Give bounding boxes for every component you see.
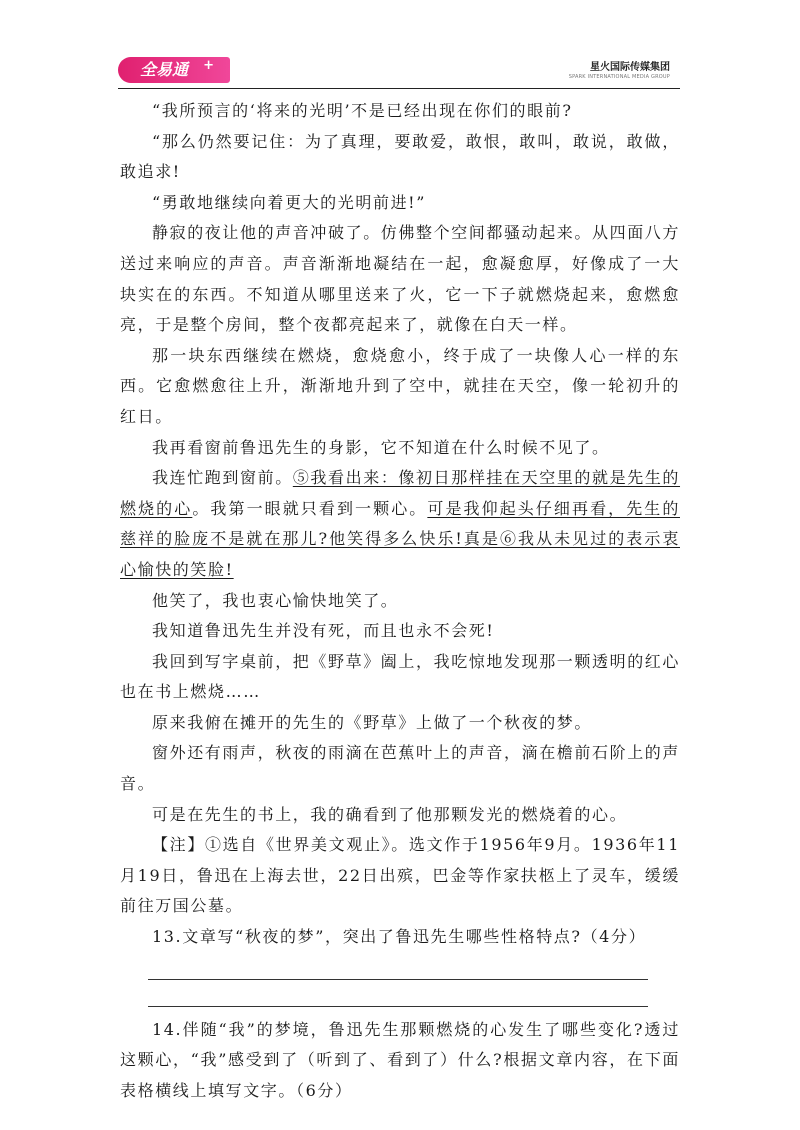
logo-text: 全易通 <box>140 60 189 79</box>
header-rule <box>118 88 680 89</box>
paragraph: 可是在先生的书上，我的确看到了他那颗发光的燃烧着的心。 <box>152 804 628 824</box>
paragraph: 他笑了，我也衷心愉快地笑了。 <box>152 590 399 610</box>
paragraph: 静寂的夜让他的声音冲破了。仿佛整个空间都骚动起来。从四面八方送过来响应的声音。声音渐渐地凝结在一起，愈凝愈厚，好像成了一大块实在的东西。不知道从哪里送来了火，它一下子就燃烧起来，愈燃愈亮，于是整个房间，整个夜都亮起来了，就像在白天一样。 <box>120 223 681 335</box>
paragraph: “那么仍然要记住：为了真理，要敢爱，敢恨，敢叫，敢说，敢做，敢追求! <box>120 131 680 182</box>
paragraph: “勇敢地继续向着更大的光明前进!” <box>152 192 426 212</box>
paragraph: “我所预言的‘将来的光明’不是已经出现在你们的眼前? <box>152 101 573 120</box>
logo <box>118 57 230 83</box>
brand <box>569 58 670 80</box>
page-header <box>118 52 680 88</box>
paragraph: 我回到写字桌前，把《野草》阖上，我吃惊地发现那一颗透明的红心也在书上燃烧…… <box>120 651 681 702</box>
logo-plus: + <box>203 58 214 73</box>
answer-line[interactable] <box>148 953 648 980</box>
underlined-sentence-5: ⑤我看出来：像初日那样挂在天空里的就是先生的燃烧的心 <box>120 468 681 518</box>
annotation-note: 【注】①选自《世界美文观止》。选文作于1956年9月。1936年11月19日，鲁迅在上海去世，22日出殡，巴金等作家扶柩上了灵车，缓缓前往万国公墓。 <box>120 835 680 916</box>
question-13: 13.文章写“秋夜的梦”，突出了鲁迅先生哪些性格特点?（4分） <box>152 927 647 947</box>
p7-text-c: 。我第一眼就只看到一颗心。 <box>192 498 428 518</box>
answer-line[interactable] <box>148 980 648 1007</box>
question-14: 14.伴随“我”的梦境，鲁迅先生那颗燃烧的心发生了哪些变化?透过这颗心，“我”感受到了（听到了、看到了）什么?根据文章内容，在下面表格横线上填写文字。（6分） <box>120 1019 680 1100</box>
underlined-sentence-6: 可是我仰起头仔细再看，先生的慈祥的脸庞不是就在那儿?他笑得多么快乐!真是⑥我从未见过的表示衷心愉快的笑脸! <box>120 498 680 579</box>
paragraph: 我知道鲁迅先生并没有死，而且也永不会死! <box>152 621 495 641</box>
brand-name: 星火国际传媒集团 <box>590 62 670 73</box>
article-body <box>120 96 680 1106</box>
paragraph-underlined <box>120 463 680 585</box>
paragraph: 窗外还有雨声，秋夜的雨滴在芭蕉叶上的声音，滴在檐前石阶上的声音。 <box>120 743 681 794</box>
paragraph: 那一块东西继续在燃烧，愈烧愈小，终于成了一块像人心一样的东西。它愈燃愈往上升，渐渐地升到了空中，就挂在天空，像一轮初升的红日。 <box>120 345 680 426</box>
p7-text-a: 我连忙跑到窗前。 <box>152 468 293 488</box>
paragraph: 原来我俯在摊开的先生的《野草》上做了一个秋夜的梦。 <box>152 712 593 732</box>
brand-subtitle: SPARK INTERNATIONAL MEDIA GROUP <box>568 74 670 80</box>
paragraph: 我再看窗前鲁迅先生的身影，它不知道在什么时候不见了。 <box>152 437 610 457</box>
